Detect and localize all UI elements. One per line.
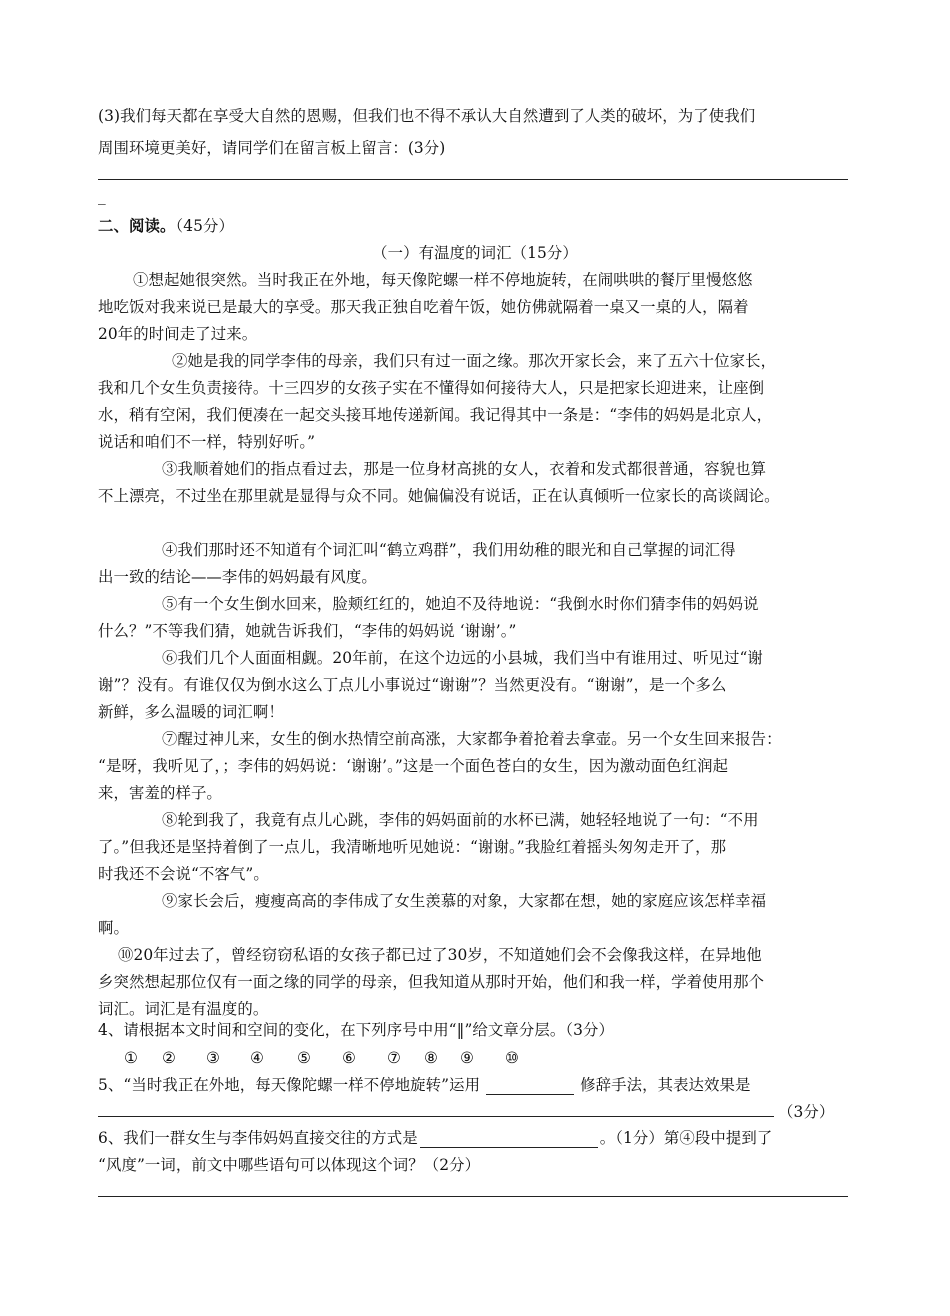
q5-answer-line[interactable] [98, 1116, 774, 1117]
q4-number[interactable]: ④ [250, 1049, 264, 1067]
q4-number[interactable]: ③ [206, 1049, 220, 1067]
passage-line: 地吃饭对我来说已是最大的享受。那天我正独自吃着午饭，她仿佛就隔着一桌又一桌的人，隔着 [98, 298, 749, 316]
q4-number[interactable]: ⑨ [460, 1049, 474, 1067]
passage-line: 水，稍有空闲，我们便凑在一起交头接耳地传递新闻。我记得其中一条是：“李伟的妈妈是北京人， [98, 406, 773, 424]
q4-number[interactable]: ⑦ [387, 1049, 401, 1067]
section-heading [98, 216, 234, 236]
passage-line: ②她是我的同学李伟的母亲，我们只有过一面之缘。那次开家长会，来了五六十位家长， [172, 352, 777, 370]
q4-number[interactable]: ⑥ [342, 1049, 356, 1067]
q4-text: 4、请根据本文时间和空间的变化，在下列序号中用“‖”给文章分层。（3分） [98, 1021, 615, 1039]
section-score: （45分） [175, 217, 235, 235]
q6-line-2: “风度”一词，前文中哪些语句可以体现这个词？（2分） [98, 1156, 481, 1174]
passage-line: ①想起她很突然。当时我正在外地，每天像陀螺一样不停地旋转，在闹哄哄的餐厅里慢悠悠 [133, 271, 753, 289]
passage-line: ⑥我们几个人面面相觑。20年前，在这个边远的小县城，我们当中有谁用过、听见过“谢 [162, 649, 763, 667]
passage-line: 我和几个女生负责接待。十三四岁的女孩子实在不懂得如何接待大人，只是把家长迎进来，让座倒 [98, 379, 765, 397]
q6-prompt-tail: 。（1分）第④段中提到了 [599, 1129, 773, 1147]
passage-line: ④我们那时还不知道有个词汇叫“鹤立鸡群”，我们用幼稚的眼光和自己掌握的词汇得 [162, 541, 736, 559]
q6-method-blank[interactable] [420, 1132, 598, 1148]
q4-number[interactable]: ⑩ [505, 1049, 519, 1067]
passage-line: ⑧轮到我了，我竟有点儿心跳，李伟的妈妈面前的水杯已满，她轻轻地说了一句：“不用 [162, 811, 759, 829]
passage-line: 不上漂亮，不过坐在那里就是显得与众不同。她偏偏没有说话，正在认真倾听一位家长的高谈阔论。 [98, 487, 780, 505]
q4-number[interactable]: ① [124, 1049, 138, 1067]
passage-line: 什么？”不等我们猜，她就告诉我们，“李伟的妈妈说 ‘谢谢’。” [98, 622, 517, 640]
q5-line-1 [98, 1075, 751, 1095]
passage-line: 谢”？没有。有谁仅仅为倒水这么丁点儿小事说过“谢谢”？当然更没有。“谢谢”，是一个多么 [98, 676, 727, 694]
q4-number-row [124, 1048, 525, 1068]
section-title: 二、阅读。 [98, 217, 176, 235]
passage-line: ⑤有一个女生倒水回来，脸颊红红的，她迫不及待地说：“我倒水时你们猜李伟的妈妈说 [162, 595, 759, 613]
passage-line: 了。”但我还是坚持着倒了一点儿，我清晰地听见她说：“谢谢。”我脸红着摇头匆匆走开了，那 [98, 838, 727, 856]
passage-line: ⑩20年过去了，曾经窃窃私语的女孩子都已过了30岁，不知道她们会不会像我这样，在异地他 [118, 946, 762, 964]
q5-prompt-tail: 修辞手法，其表达效果是 [580, 1076, 751, 1094]
passage-line: 20年的时间走了过来。 [98, 325, 258, 343]
passage-line: 新鲜，多么温暖的词汇啊！ [98, 703, 284, 721]
passage-line: ⑨家长会后，瘦瘦高高的李伟成了女生羡慕的对象，大家都在想，她的家庭应该怎样幸福 [162, 892, 767, 910]
passage-line: 啊。 [98, 919, 129, 937]
q5-rhetoric-blank[interactable] [486, 1079, 574, 1095]
q6-prompt: 6、我们一群女生与李伟妈妈直接交往的方式是 [98, 1129, 418, 1147]
q3-answer-line [98, 179, 848, 180]
passage-line: ⑦醒过神儿来，女生的倒水热情空前高涨，大家都争着抢着去拿壶。另一个女生回来报告： [162, 730, 782, 748]
passage-line: ③我顺着她们的指点看过去，那是一位身材高挑的女人，衣着和发式都很普通，容貌也算 [162, 460, 767, 478]
q3-line-1: (3)我们每天都在享受大自然的恩赐，但我们也不得不承认大自然遭到了人类的破坏，为了使我们 [98, 107, 756, 125]
q4-number[interactable]: ⑤ [297, 1049, 311, 1067]
passage-line: 来，害羞的样子。 [98, 784, 222, 802]
q6-line-1 [98, 1128, 772, 1148]
passage-line: 乡突然想起那位仅有一面之缘的同学的母亲，但我知道从那时开始，他们和我一样，学着使用那个 [98, 973, 765, 991]
passage-line: 词汇。词汇是有温度的。 [98, 1000, 269, 1018]
passage-line: 时我还不会说“不客气”。 [98, 865, 269, 883]
passage-title: （一）有温度的词汇（15分） [372, 244, 578, 262]
q5-score: （3分） [778, 1103, 835, 1121]
q5-prompt: 5、“当时我正在外地，每天像陀螺一样不停地旋转”运用 [98, 1076, 481, 1094]
q4-number[interactable]: ② [162, 1049, 176, 1067]
q3-stray-mark: _ [98, 187, 106, 205]
q3-line-2: 周围环境更美好，请同学们在留言板上留言：(3分) [98, 139, 446, 157]
q4-number[interactable]: ⑧ [424, 1049, 438, 1067]
passage-line: 说话和咱们不一样，特别好听。” [98, 433, 316, 451]
passage-line: “是呀，我听见了，；李伟的妈妈说：‘谢谢’。”这是一个面色苍白的女生，因为激动面色红润起 [98, 757, 729, 775]
passage-line: 出一致的结论——李伟的妈妈最有风度。 [98, 568, 377, 586]
q6-answer-line[interactable] [98, 1196, 848, 1197]
